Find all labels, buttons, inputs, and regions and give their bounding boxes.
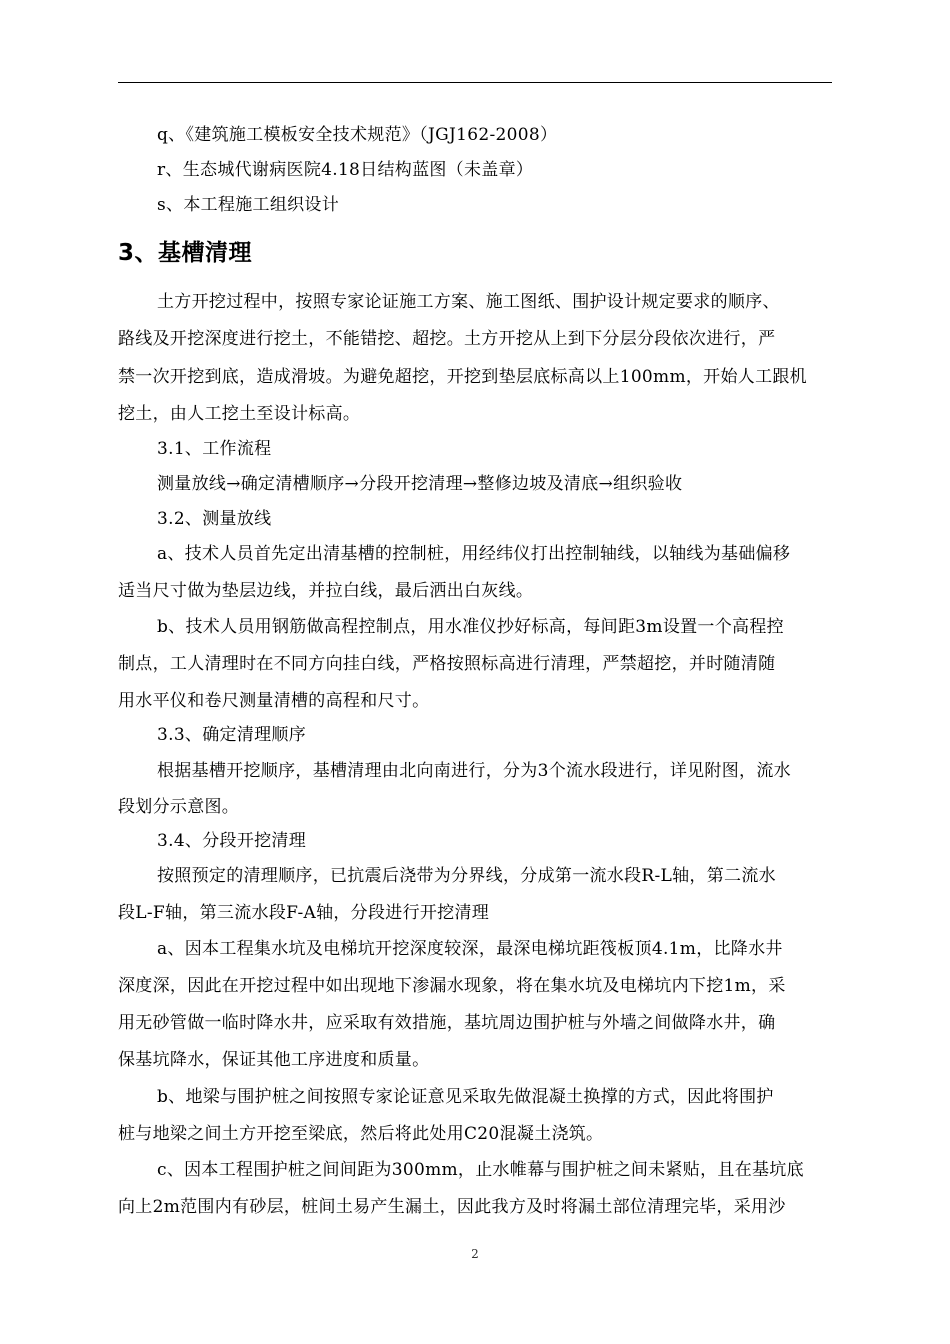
paragraph-line: 土方开挖过程中，按照专家论证施工方案、施工图纸、围护设计规定要求的顺序、 [157, 292, 780, 312]
paragraph-line: 用无砂管做一临时降水井，应采取有效措施，基坑周边围护桩与外墙之间做降水井，确 [118, 1013, 776, 1033]
paragraph-line: 段划分示意图。 [118, 797, 240, 817]
subsection-title: 3.4、分段开挖清理 [157, 831, 307, 851]
header-rule [118, 82, 832, 83]
paragraph-line: c、因本工程围护桩之间间距为300mm，止水帷幕与围护桩之间未紧贴，且在基坑底 [157, 1160, 804, 1180]
paragraph-line: 深度深，因此在开挖过程中如出现地下渗漏水现象，将在集水坑及电梯坑内下挖1m，采 [118, 976, 786, 996]
subsection-title: 3.2、测量放线 [157, 509, 272, 529]
paragraph-line: 挖土，由人工挖土至设计标高。 [118, 404, 361, 424]
paragraph-line: a、技术人员首先定出清基槽的控制桩，用经纬仪打出控制轴线，以轴线为基础偏移 [157, 544, 791, 564]
page-number: 2 [471, 1247, 479, 1261]
subsection-title: 3.1、工作流程 [157, 439, 272, 459]
paragraph-line: b、地梁与围护桩之间按照专家论证意见采取先做混凝土换撑的方式，因此将围护 [157, 1087, 774, 1107]
paragraph-line: a、因本工程集水坑及电梯坑开挖深度较深，最深电梯坑距筏板顶4.1m，比降水井 [157, 939, 783, 959]
reference-q: q、《建筑施工模板安全技术规范》（JGJ162-2008） [157, 125, 558, 145]
paragraph-line: 用水平仪和卷尺测量清槽的高程和尺寸。 [118, 691, 430, 711]
paragraph-line: 禁一次开挖到底，造成滑坡。为避免超挖，开挖到垫层底标高以上100mm，开始人工跟机 [118, 367, 807, 387]
paragraph-line: 制点，工人清理时在不同方向挂白线，严格按照标高进行清理，严禁超挖，并时随清随 [118, 654, 776, 674]
paragraph-line: 适当尺寸做为垫层边线，并拉白线，最后洒出白灰线。 [118, 581, 534, 601]
paragraph-line: 根据基槽开挖顺序，基槽清理由北向南进行，分为3个流水段进行，详见附图，流水 [157, 761, 791, 781]
paragraph-line: 路线及开挖深度进行挖土，不能错挖、超挖。土方开挖从上到下分层分段依次进行，严 [118, 329, 776, 349]
paragraph-line: 测量放线→确定清槽顺序→分段开挖清理→整修边坡及清底→组织验收 [157, 474, 683, 494]
paragraph-line: 保基坑降水，保证其他工序进度和质量。 [118, 1050, 430, 1070]
paragraph-line: 按照预定的清理顺序，已抗震后浇带为分界线，分成第一流水段R-L轴，第二流水 [157, 866, 776, 886]
paragraph-line: b、技术人员用钢筋做高程控制点，用水准仪抄好标高，每间距3m设置一个高程控 [157, 617, 784, 637]
reference-s: s、本工程施工组织设计 [157, 195, 340, 215]
section-title: 3、基槽清理 [118, 240, 253, 266]
paragraph-line: 段L-F轴，第三流水段F-A轴，分段进行开挖清理 [118, 903, 490, 923]
paragraph-line: 桩与地梁之间土方开挖至梁底，然后将此处用C20混凝土浇筑。 [118, 1124, 604, 1144]
paragraph-line: 向上2m范围内有砂层，桩间土易产生漏土，因此我方及时将漏土部位清理完毕，采用沙 [118, 1197, 786, 1217]
reference-r: r、生态城代谢病医院4.18日结构蓝图（未盖章） [157, 160, 534, 180]
subsection-title: 3.3、确定清理顺序 [157, 725, 307, 745]
